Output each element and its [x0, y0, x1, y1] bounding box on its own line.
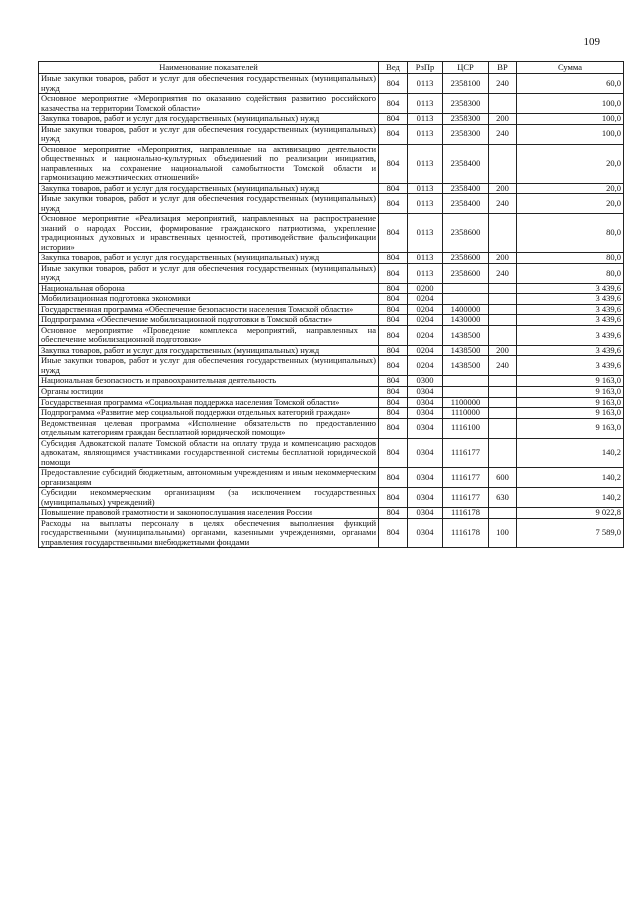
- cell-csr: 2358100: [443, 74, 489, 94]
- cell-vr: 200: [489, 345, 517, 356]
- table-row: [39, 253, 624, 264]
- cell-vr: [489, 283, 517, 294]
- cell-ved: 804: [379, 294, 408, 305]
- cell-ved: 804: [379, 386, 408, 397]
- table-row: [39, 345, 624, 356]
- table-row: [39, 408, 624, 419]
- cell-vr: [489, 214, 517, 253]
- cell-csr: [443, 294, 489, 305]
- cell-csr: 2358400: [443, 183, 489, 194]
- cell-sum: 80,0: [517, 263, 624, 283]
- cell-name: Основное мероприятие «Проведение комплекса мероприятий, направленных на обеспечение мобилизационной подготовки»: [39, 325, 379, 345]
- header-sum: Сумма: [517, 62, 624, 74]
- table-row: [39, 283, 624, 294]
- cell-sum: 100,0: [517, 94, 624, 114]
- cell-name: Основное мероприятие «Реализация мероприятий, направленных на распространение знаний о народах России, формирование гражданского патриотизма, укрепление традиционных духовных и нравственных ценностей, противодействие фальсификации истории»: [39, 214, 379, 253]
- cell-ved: 804: [379, 194, 408, 214]
- cell-csr: 1438500: [443, 356, 489, 376]
- cell-name: Иные закупки товаров, работ и услуг для обеспечения государственных (муниципальных) нужд: [39, 356, 379, 376]
- cell-rzpr: 0204: [408, 294, 443, 305]
- table-row: [39, 488, 624, 508]
- cell-sum: 80,0: [517, 253, 624, 264]
- cell-name: Закупка товаров, работ и услуг для государственных (муниципальных) нужд: [39, 345, 379, 356]
- cell-vr: 200: [489, 183, 517, 194]
- cell-rzpr: 0304: [408, 518, 443, 548]
- cell-ved: 804: [379, 94, 408, 114]
- cell-rzpr: 0304: [408, 408, 443, 419]
- cell-ved: 804: [379, 345, 408, 356]
- cell-name: Мобилизационная подготовка экономики: [39, 294, 379, 305]
- cell-vr: 630: [489, 488, 517, 508]
- cell-sum: 9 163,0: [517, 386, 624, 397]
- cell-rzpr: 0113: [408, 74, 443, 94]
- cell-sum: 100,0: [517, 124, 624, 144]
- cell-vr: 240: [489, 194, 517, 214]
- cell-name: Национальная безопасность и правоохранительная деятельность: [39, 376, 379, 387]
- cell-ved: 804: [379, 376, 408, 387]
- cell-name: Повышение правовой грамотности и законопослушания населения России: [39, 508, 379, 519]
- cell-ved: 804: [379, 315, 408, 326]
- table-row: [39, 74, 624, 94]
- cell-name: Подпрограмма «Развитие мер социальной поддержки отдельных категорий граждан»: [39, 408, 379, 419]
- cell-rzpr: 0113: [408, 94, 443, 114]
- cell-name: Государственная программа «Социальная поддержка населения Томской области»: [39, 397, 379, 408]
- cell-rzpr: 0113: [408, 124, 443, 144]
- cell-sum: 140,2: [517, 488, 624, 508]
- cell-name: Ведомственная целевая программа «Исполнение обязательств по предоставлению отдельным категориям граждан бесплатной юридической помощи»: [39, 418, 379, 438]
- cell-rzpr: 0204: [408, 356, 443, 376]
- cell-ved: 804: [379, 283, 408, 294]
- cell-vr: 100: [489, 518, 517, 548]
- table-row: [39, 376, 624, 387]
- cell-sum: 140,2: [517, 468, 624, 488]
- cell-csr: [443, 376, 489, 387]
- cell-name: Основное мероприятие «Мероприятия по оказанию содействия развитию российского казачества на территории Томской области»: [39, 94, 379, 114]
- cell-rzpr: 0113: [408, 253, 443, 264]
- cell-rzpr: 0113: [408, 194, 443, 214]
- cell-vr: [489, 304, 517, 315]
- cell-vr: [489, 508, 517, 519]
- cell-vr: 200: [489, 114, 517, 125]
- cell-csr: 2358600: [443, 263, 489, 283]
- cell-name: Иные закупки товаров, работ и услуг для обеспечения государственных (муниципальных) нужд: [39, 263, 379, 283]
- cell-csr: 2358600: [443, 214, 489, 253]
- cell-name: Основное мероприятие «Мероприятия, направленные на активизацию деятельности общественных и национально-культурных объединений по реализации инициатив, направленных на сохранение национальной самобытности Томской области и гармонизацию межэтнических отношений»: [39, 144, 379, 183]
- cell-ved: 804: [379, 408, 408, 419]
- cell-rzpr: 0113: [408, 183, 443, 194]
- cell-ved: 804: [379, 304, 408, 315]
- cell-sum: 3 439,6: [517, 345, 624, 356]
- cell-sum: 3 439,6: [517, 325, 624, 345]
- table-header-row: [39, 62, 624, 74]
- cell-rzpr: 0304: [408, 488, 443, 508]
- page-number: 109: [583, 36, 600, 48]
- cell-rzpr: 0304: [408, 468, 443, 488]
- cell-csr: 2358300: [443, 124, 489, 144]
- cell-csr: 1116177: [443, 438, 489, 468]
- cell-rzpr: 0304: [408, 386, 443, 397]
- cell-sum: 100,0: [517, 114, 624, 125]
- table-row: [39, 304, 624, 315]
- cell-sum: 9 163,0: [517, 408, 624, 419]
- cell-rzpr: 0204: [408, 304, 443, 315]
- cell-vr: 240: [489, 263, 517, 283]
- cell-ved: 804: [379, 124, 408, 144]
- cell-sum: 80,0: [517, 214, 624, 253]
- cell-rzpr: 0304: [408, 397, 443, 408]
- cell-sum: 20,0: [517, 183, 624, 194]
- cell-csr: 1438500: [443, 345, 489, 356]
- cell-ved: 804: [379, 508, 408, 519]
- cell-rzpr: 0304: [408, 418, 443, 438]
- cell-csr: 1116178: [443, 518, 489, 548]
- cell-vr: 240: [489, 124, 517, 144]
- cell-name: Иные закупки товаров, работ и услуг для обеспечения государственных (муниципальных) нужд: [39, 194, 379, 214]
- cell-vr: [489, 94, 517, 114]
- cell-name: Субсидии некоммерческим организациям (за исключением государственных (муниципальных) учреждений): [39, 488, 379, 508]
- cell-ved: 804: [379, 488, 408, 508]
- cell-csr: [443, 386, 489, 397]
- cell-name: Закупка товаров, работ и услуг для государственных (муниципальных) нужд: [39, 183, 379, 194]
- header-ved: Вед: [379, 62, 408, 74]
- cell-ved: 804: [379, 325, 408, 345]
- cell-ved: 804: [379, 114, 408, 125]
- cell-rzpr: 0204: [408, 345, 443, 356]
- cell-rzpr: 0304: [408, 508, 443, 519]
- table-row: [39, 356, 624, 376]
- cell-vr: 600: [489, 468, 517, 488]
- table-body: [39, 74, 624, 548]
- cell-csr: [443, 283, 489, 294]
- cell-csr: 2358300: [443, 94, 489, 114]
- cell-vr: [489, 408, 517, 419]
- cell-name: Органы юстиции: [39, 386, 379, 397]
- cell-csr: 1100000: [443, 397, 489, 408]
- cell-vr: 200: [489, 253, 517, 264]
- table-row: [39, 124, 624, 144]
- cell-csr: 1116177: [443, 488, 489, 508]
- cell-sum: 3 439,6: [517, 315, 624, 326]
- cell-vr: [489, 438, 517, 468]
- cell-csr: 1110000: [443, 408, 489, 419]
- cell-sum: 7 589,0: [517, 518, 624, 548]
- cell-csr: 2358600: [443, 253, 489, 264]
- header-name: Наименование показателей: [39, 62, 379, 74]
- header-rzpr: РзПр: [408, 62, 443, 74]
- cell-rzpr: 0204: [408, 315, 443, 326]
- cell-name: Государственная программа «Обеспечение безопасности населения Томской области»: [39, 304, 379, 315]
- cell-vr: [489, 325, 517, 345]
- cell-rzpr: 0200: [408, 283, 443, 294]
- cell-vr: 240: [489, 74, 517, 94]
- cell-ved: 804: [379, 438, 408, 468]
- cell-ved: 804: [379, 144, 408, 183]
- cell-ved: 804: [379, 74, 408, 94]
- cell-name: Расходы на выплаты персоналу в целях обеспечения выполнения функций государственными (муниципальными) органами, казенными учреждениями, органами управления государственными внебюджетными фондами: [39, 518, 379, 548]
- budget-table: [38, 61, 624, 548]
- cell-csr: 1116178: [443, 508, 489, 519]
- cell-sum: 9 022,8: [517, 508, 624, 519]
- cell-ved: 804: [379, 356, 408, 376]
- cell-sum: 60,0: [517, 74, 624, 94]
- table-row: [39, 397, 624, 408]
- cell-rzpr: 0113: [408, 214, 443, 253]
- cell-vr: [489, 386, 517, 397]
- cell-csr: 1438500: [443, 325, 489, 345]
- cell-rzpr: 0204: [408, 325, 443, 345]
- cell-vr: 240: [489, 356, 517, 376]
- cell-vr: [489, 294, 517, 305]
- cell-sum: 20,0: [517, 194, 624, 214]
- cell-sum: 3 439,6: [517, 304, 624, 315]
- cell-name: Национальная оборона: [39, 283, 379, 294]
- cell-ved: 804: [379, 397, 408, 408]
- cell-name: Иные закупки товаров, работ и услуг для обеспечения государственных (муниципальных) нужд: [39, 124, 379, 144]
- cell-csr: 1400000: [443, 304, 489, 315]
- cell-ved: 804: [379, 253, 408, 264]
- table-row: [39, 418, 624, 438]
- table-row: [39, 325, 624, 345]
- table-row: [39, 294, 624, 305]
- cell-vr: [489, 144, 517, 183]
- cell-ved: 804: [379, 214, 408, 253]
- header-vr: ВР: [489, 62, 517, 74]
- table-row: [39, 508, 624, 519]
- cell-sum: 9 163,0: [517, 376, 624, 387]
- cell-name: Подпрограмма «Обеспечение мобилизационной подготовки в Томской области»: [39, 315, 379, 326]
- cell-sum: 9 163,0: [517, 397, 624, 408]
- table-row: [39, 386, 624, 397]
- table-row: [39, 315, 624, 326]
- cell-sum: 140,2: [517, 438, 624, 468]
- cell-csr: 1116100: [443, 418, 489, 438]
- table-row: [39, 438, 624, 468]
- cell-sum: 20,0: [517, 144, 624, 183]
- cell-ved: 804: [379, 518, 408, 548]
- cell-sum: 9 163,0: [517, 418, 624, 438]
- table-row: [39, 468, 624, 488]
- cell-csr: 1430000: [443, 315, 489, 326]
- table-row: [39, 144, 624, 183]
- cell-name: Предоставление субсидий бюджетным, автономным учреждениям и иным некоммерческим организациям: [39, 468, 379, 488]
- cell-sum: 3 439,6: [517, 294, 624, 305]
- table-row: [39, 94, 624, 114]
- cell-vr: [489, 376, 517, 387]
- table-row: [39, 214, 624, 253]
- cell-name: Закупка товаров, работ и услуг для государственных (муниципальных) нужд: [39, 253, 379, 264]
- cell-ved: 804: [379, 263, 408, 283]
- cell-vr: [489, 397, 517, 408]
- cell-rzpr: 0113: [408, 114, 443, 125]
- table-row: [39, 518, 624, 548]
- cell-ved: 804: [379, 418, 408, 438]
- cell-name: Иные закупки товаров, работ и услуг для обеспечения государственных (муниципальных) нужд: [39, 74, 379, 94]
- cell-name: Закупка товаров, работ и услуг для государственных (муниципальных) нужд: [39, 114, 379, 125]
- cell-rzpr: 0300: [408, 376, 443, 387]
- cell-vr: [489, 315, 517, 326]
- header-csr: ЦСР: [443, 62, 489, 74]
- cell-rzpr: 0304: [408, 438, 443, 468]
- cell-vr: [489, 418, 517, 438]
- cell-sum: 3 439,6: [517, 283, 624, 294]
- cell-csr: 2358400: [443, 194, 489, 214]
- cell-rzpr: 0113: [408, 263, 443, 283]
- cell-rzpr: 0113: [408, 144, 443, 183]
- cell-sum: 3 439,6: [517, 356, 624, 376]
- table-row: [39, 194, 624, 214]
- table-row: [39, 263, 624, 283]
- cell-csr: 2358300: [443, 114, 489, 125]
- table-row: [39, 114, 624, 125]
- cell-ved: 804: [379, 468, 408, 488]
- cell-ved: 804: [379, 183, 408, 194]
- cell-csr: 1116177: [443, 468, 489, 488]
- table-row: [39, 183, 624, 194]
- cell-csr: 2358400: [443, 144, 489, 183]
- cell-name: Субсидия Адвокатской палате Томской области на оплату труда и компенсацию расходов адвокатам, являющимся участниками государственной системы бесплатной юридической помощи: [39, 438, 379, 468]
